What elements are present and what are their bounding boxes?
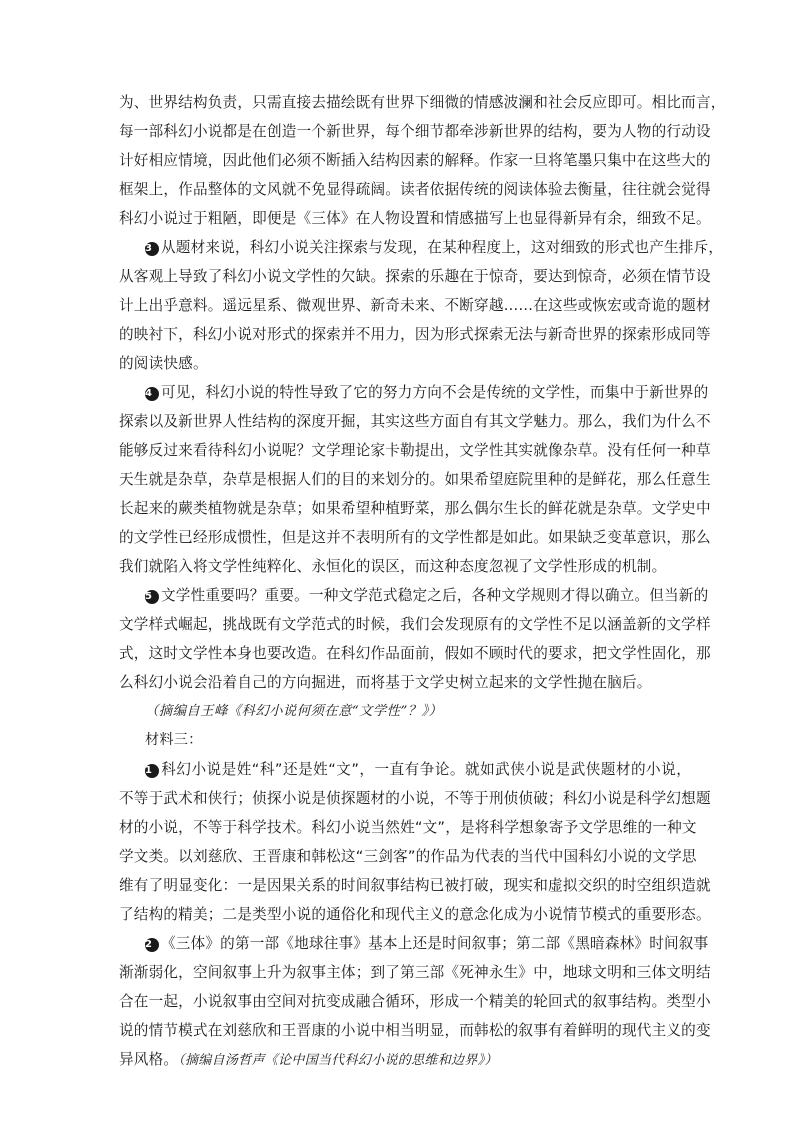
source-citation: （摘编自王峰《科幻小说何须在意“文学性”？》） [145,704,443,719]
text-line: 合在一起，小说叙事由空间对抗变成融合循环，形成一个精美的轮回式的叙事结构。类型小 [119,993,711,1010]
paragraph-number-badge: 5 [145,590,159,604]
text-line: 长起来的蕨类植物就是杂草；如果希望种植野菜，那么偶尔生长的鲜花就是杂草。文学史中 [119,500,711,517]
text-line: 为、世界结构负责，只需直接去描绘既有世界下细微的情感波澜和社会反应即可。相比而言， [119,94,726,111]
text-line: 异风格。 [119,1051,179,1068]
text-line: 的映衬下，科幻小说对形式的探索并不用力，因为形式探索无法与新奇世界的探索形成同等 [119,326,711,343]
text-line: 《三体》的第一部《地球往事》基本上还是时间叙事；第二部《黑暗森林》时间叙事 [161,935,709,952]
text-line: 式，这时文学性本身也要改造。在科幻作品面前，假如不顾时代的要求，把文学性固化，那 [119,645,711,662]
text-line: 学文类。以刘慈欣、王晋康和韩松这“三剑客”的作品为代表的当代中国科幻小说的文学思 [119,848,697,865]
text-line: 的阅读快感。 [119,355,208,372]
text-line: 能够反过来看待科幻小说呢？文学理论家卡勒提出，文学性其实就像杂草。没有任何一种草 [119,442,711,459]
paragraph-number-badge: 1 [145,764,159,778]
text-line: 天生就是杂草，杂草是根据人们的目的来划分的。如果希望庭院里种的是鲜花，那么任意生 [119,471,711,488]
text-line: 渐渐弱化，空间叙事上升为叙事主体；到了第三部《死神永生》中，地球文明和三体文明结 [119,964,711,981]
section-heading: 材料三： [145,732,203,748]
text-line: 探索以及新世界人性结构的深度开掘，其实这些方面自有其文学魅力。那么，我们为什么不 [119,413,711,430]
paragraph-first-line [119,378,709,407]
paragraph-first-line [119,581,709,610]
paragraph-first-line [119,755,691,784]
text-line: 材的小说，不等于科学技术。科幻小说当然姓“文”，是将科学想象寄予文学思维的一种文 [119,819,697,836]
text-line: 科幻小说是姓“科”还是姓“文”，一直有争论。就如武侠小说是武侠题材的小说， [161,761,691,778]
paragraph-number-badge: 2 [145,938,159,952]
text-line: 每一部科幻小说都是在创造一个新世界，每个细节都牵涉新世界的结构，要为人物的行动设 [119,123,711,140]
text-line: 从客观上导致了科幻小说文学性的欠缺。探索的乐趣在于惊奇，要达到惊奇，必须在情节设 [119,268,711,285]
text-line: 不等于武术和侠行；侦探小说是侦探题材的小说，不等于刑侦侦破；科幻小说是科学幻想题 [119,790,711,807]
text-line: 计上出乎意料。遥远星系、微观世界、新奇未来、不断穿越……在这些或恢宏或奇诡的题材 [119,297,711,314]
text-line: 么科幻小说会沿着自己的方向掘进，而将基于文学史树立起来的文学性抛在脑后。 [119,674,652,691]
text-line: 计好相应情境，因此他们必须不断插入结构因素的解释。作家一旦将笔墨只集中在这些大的 [119,152,711,169]
text-line: 了结构的精美；二是类型小说的通俗化和现代主义的意念化成为小说情节模式的重要形态。 [119,906,711,923]
text-line: 科幻小说过于粗陋，即便是《三体》在人物设置和情感描写上也显得新异有余，细致不足。 [119,210,711,227]
text-line: 从题材来说，科幻小说关注探索与发现，在某种程度上，这对细致的形式也产生排斥， [161,239,724,256]
text-line: 我们就陷入将文学性纯粹化、永恒化的误区，而这种态度忽视了文学性形成的机制。 [119,558,667,575]
text-line: 说的情节模式在刘慈欣和王晋康的小说中相当明显，而韩松的叙事有着鲜明的现代主义的变 [119,1022,711,1039]
paragraph-number-badge: 4 [145,387,159,401]
paragraph-last-line [119,1045,691,1074]
text-line: 框架上，作品整体的文风就不免显得疏阔。读者依据传统的阅读体验去衡量，往往就会觉得 [119,181,711,198]
text-line: 文学性重要吗？重要。一种文学范式稳定之后，各种文学规则才得以确立。但当新的 [161,587,709,604]
text-line: 的文学性已经形成惯性，但是这并不表明所有的文学性都是如此。如果缺乏变革意识，那么 [119,529,711,546]
document-page [119,88,726,1074]
paragraph-first-line [119,233,724,262]
text-line: 维有了明显变化：一是因果关系的时间叙事结构已被打破，现实和虚拟交织的时空组织造就 [119,877,711,894]
paragraph-number-badge: 3 [145,242,159,256]
text-line: 文学样式崛起，挑战既有文学范式的时候，我们会发现原有的文学性不足以涵盖新的文学样 [119,616,711,633]
paragraph-first-line [119,929,709,958]
text-line: 可见，科幻小说的特性导致了它的努力方向不会是传统的文学性，而集中于新世界的 [161,384,709,401]
source-citation: （摘编自汤哲声《论中国当代科幻小说的思维和边界》） [178,1053,498,1068]
